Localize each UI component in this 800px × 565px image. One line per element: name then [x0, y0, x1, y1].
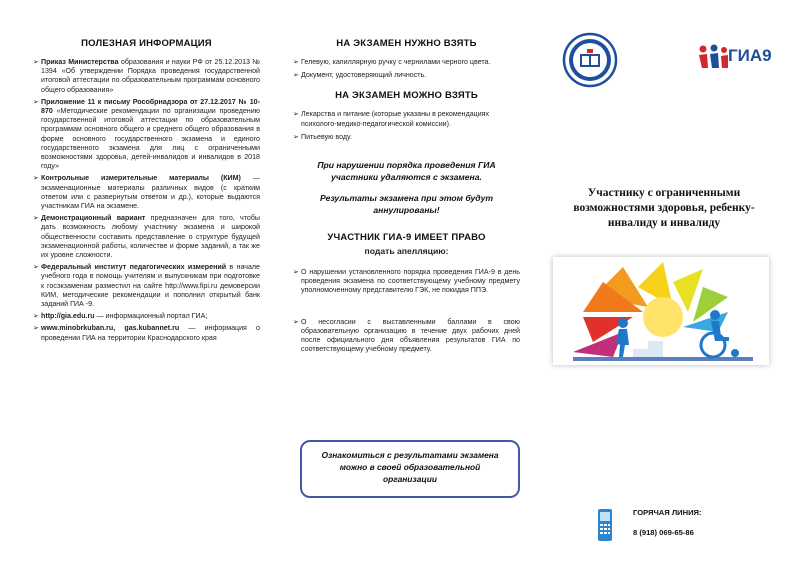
hotline-phone: 8 (918) 069-65-86	[633, 528, 694, 537]
accessibility-illustration	[553, 257, 769, 365]
useful-info-item-text: предназначен для того, чтобы дать возможность любому участнику экзамена и широкой общественности составить представление о структуре будущей экзаменационной работы, количестве и форме заданий, а так же их уровне сложности.	[41, 214, 261, 260]
take-item: ➢ Гелевую, капиллярную ручку с чернилами черного цвета.	[293, 58, 491, 66]
results-info-text: Ознакомиться с результатами экзамена можно в своей образовательной организации	[321, 450, 499, 484]
mobile-phone-icon	[596, 508, 614, 542]
bullet-arrow-icon: ➢	[33, 59, 39, 66]
useful-info-item-title: http://gia.edu.ru	[41, 312, 95, 321]
useful-info-item-title: Приказ Министерства	[41, 58, 119, 66]
appeal-item: ➢ О нарушении установленного порядка проведения ГИА-9 в день проведения экзамена по соответствующему учебному предмету уполномоченному представителю ГЭК, не покидая ППЭ.	[293, 268, 520, 295]
useful-info-item-title: Демонстрационный вариант	[41, 214, 146, 223]
left-panel	[0, 0, 270, 565]
useful-info-item-text: — информация о проведении ГИА на территории Краснодарского края	[41, 324, 260, 342]
gia9-logo-text: ГИА9	[728, 46, 772, 65]
useful-info-item-text: «Методические рекомендации по организации проведению государственной итоговой аттестации по образовательным программам основного общего и среднего общего образования в форме основного государственного экзамена и единого государственного экзамена для лиц с ограниченными возможностями здоровья, детей-инвалидов и инвалидов в 2018 году»	[41, 107, 260, 171]
useful-info-heading: ПОЛЕЗНАЯ ИНФОРМАЦИЯ	[81, 38, 212, 49]
allowed-heading: НА ЭКЗАМЕН МОЖНО ВЗЯТЬ	[335, 90, 478, 102]
bullet-arrow-icon: ➢	[33, 325, 39, 333]
useful-info-item-title: www.minobrkuban.ru, gas.kubannet.ru	[41, 324, 180, 333]
useful-info-item-text: — экзаменационные материалы различных видов (с кратким ответом или с развернутым ответом и др.), которые выдаются участникам ГИА на экзамене.	[41, 174, 260, 211]
useful-info-list	[33, 58, 260, 343]
take-heading: НА ЭКЗАМЕН НУЖНО ВЗЯТЬ	[336, 38, 477, 49]
rights-subheading: подать апелляцию:	[364, 246, 449, 257]
bullet-arrow-icon: ➢	[33, 175, 39, 183]
warning-removal: При нарушении порядка проведения ГИА участники удаляются с экзамена.	[317, 160, 496, 182]
useful-info-item-text: — информационный портал ГИА;	[94, 312, 208, 321]
brochure-title: Участнику с ограниченными возможностями здоровья, ребенку-инвалиду и инвалиду	[573, 187, 755, 229]
education-emblem	[562, 32, 618, 88]
useful-info-item	[33, 312, 260, 321]
warning-annul: Результаты экзамена при этом будут аннулированы!	[319, 193, 494, 215]
bullet-arrow-icon: ➢	[33, 313, 39, 321]
appeal-item: ➢ О несогласии с выставленными баллами в свою образовательную организацию в течение двух рабочих дней после официального дня объявления результатов ГИА по соответствующему учебному предмету.	[293, 317, 520, 354]
hotline-label: ГОРЯЧАЯ ЛИНИЯ:	[633, 508, 702, 517]
useful-info-item-title: Федеральный институт педагогических измерений	[41, 263, 227, 272]
results-info-box	[300, 440, 520, 498]
useful-info-item	[33, 98, 260, 172]
useful-info-item	[33, 263, 260, 309]
useful-info-item-title: Приложение 11 к письму Рособрнадзора от 27.12.2017 № 10-870	[41, 97, 260, 116]
useful-info-item	[33, 174, 260, 211]
bullet-arrow-icon: ➢	[33, 264, 39, 272]
useful-info-item-text: в начале учебного года в помощь учителям и выпускникам при подготовке к госэкзаменам разместил на сайте http://www.fipi.ru демоверсии КИМ, методические рекомендации и пополнил открытый банк заданий ГИА -9.	[41, 263, 260, 309]
useful-info-item-title: Контрольные измерительные материалы (КИМ)	[41, 174, 241, 183]
take-item: ➢ Документ, удостоверяющий личность.	[293, 71, 427, 80]
bullet-arrow-icon: ➢	[33, 215, 39, 223]
bullet-arrow-icon: ➢	[33, 98, 39, 106]
useful-info-item	[33, 324, 260, 342]
useful-info-item	[33, 58, 260, 95]
rights-heading: УЧАСТНИК ГИА-9 ИМЕЕТ ПРАВО	[327, 232, 486, 244]
allowed-item: ➢ Лекарства и питание (которые указаны в рекомендациях психолого-медико-педагогической комиссии).	[293, 110, 490, 128]
useful-info-item	[33, 214, 260, 260]
gia9-logo-icon	[697, 44, 729, 70]
allowed-item: ➢ Питьевую воду.	[293, 132, 352, 141]
useful-info-item-text: образования и науки РФ от 25.12.2013 № 1394 «Об утверждении Порядка проведения государственной итоговой аттестации по образовательным программам основного общего образования»	[41, 58, 260, 94]
